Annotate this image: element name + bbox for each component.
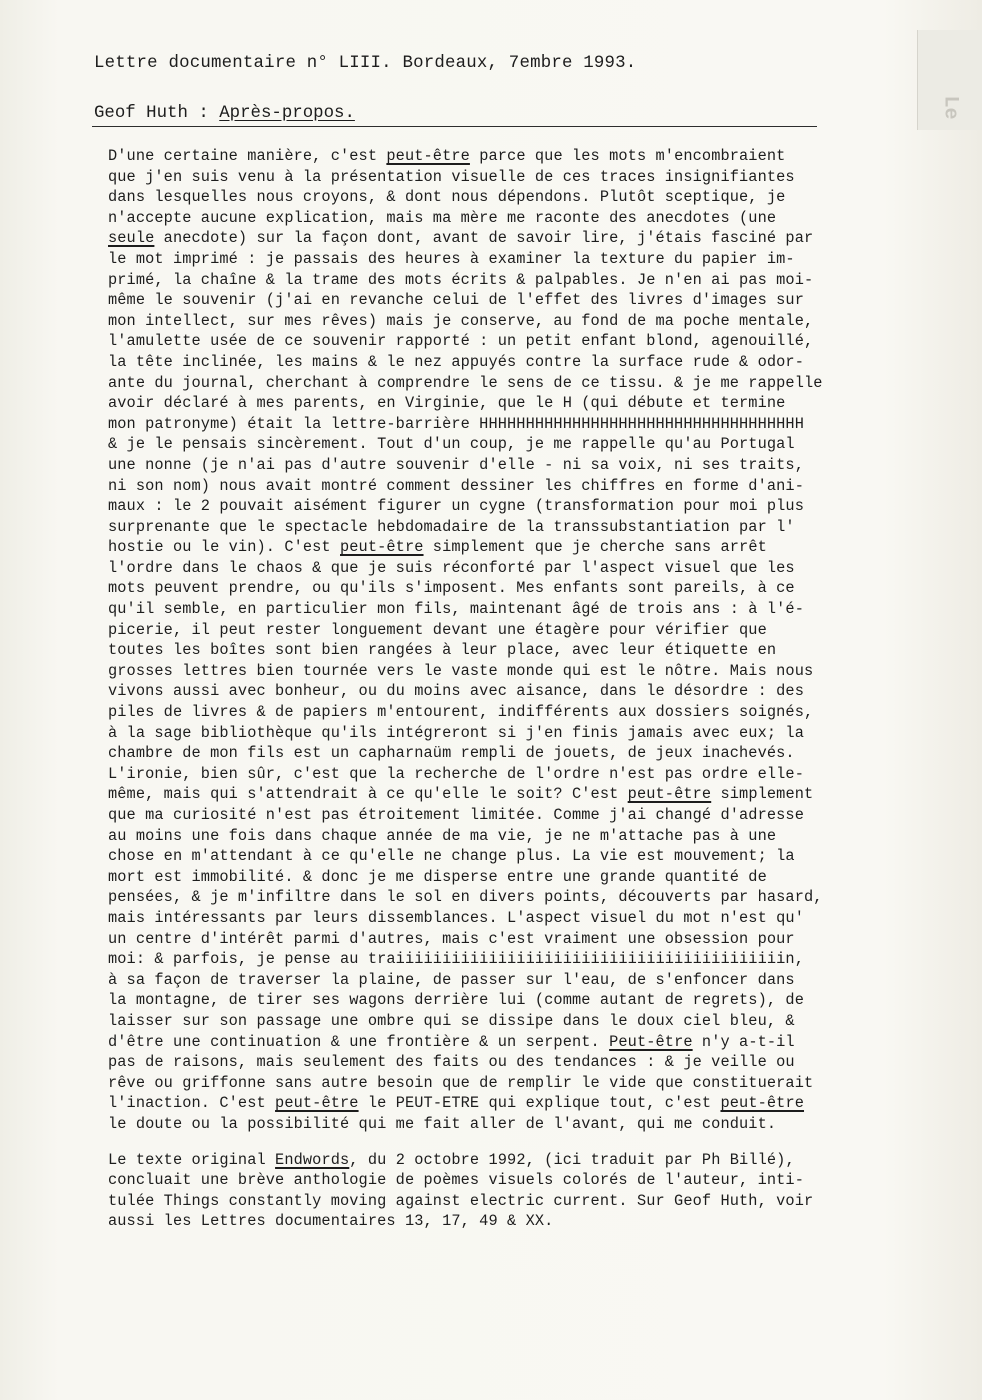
text-run: laisser sur son passage une ombre qui se dissipe dans le doux ciel bleu, & [108,1011,795,1030]
text-line [108,290,908,311]
text-line [108,1093,908,1114]
text-run: un centre d'intérêt parmi d'autres, mais c'est vraiment une obsession pour [108,929,795,948]
text-line [108,846,908,867]
text-run: la tête inclinée, les mains & le nez appuyés contre la surface rude & odor- [108,352,804,371]
underlined-text: peut-être [275,1094,359,1113]
text-run: mon patronyme) était la lettre-barrière HHHHHHHHHHHHHHHHHHHHHHHHHHHHHHHHHHH [108,414,804,433]
text-line [108,599,908,620]
text-line [108,681,908,702]
text-line [108,352,908,373]
text-run: chambre de mon fils est un capharnaüm rempli de jouets, de jeux inachevés. [108,744,795,763]
paragraph [108,146,908,1135]
text-run: ante du journal, cherchant à comprendre le sens de ce tissu. & je me rappelle [108,373,823,392]
byline [94,104,355,123]
article-title: Après-propos. [219,104,355,123]
underlined-text: peut-être [627,785,712,804]
text-line [108,1114,908,1135]
text-run: pensées, & je m'infiltre dans le sol en divers points, découverts par hasard, [108,888,823,907]
text-run: tulée Things constantly moving against electric current. Sur Geof Huth, voir [108,1191,814,1210]
text-line [108,1073,908,1094]
text-line [108,764,908,785]
text-run: primé, la chaîne & la trame des mots écrits & palpables. Je n'en ai pas moi- [108,270,814,289]
text-run: surprenante que le spectacle hebdomadaire de la transsubstantiation par l' [108,517,795,536]
text-run: parce que les mots m'encombraient [469,147,786,165]
tab-label: Le [938,95,962,120]
text-line [108,1032,908,1053]
text-run: toutes les boîtes sont bien rangées à leur place, avec leur étiquette en [108,641,777,660]
text-line [108,640,908,661]
text-run: mots peuvent prendre, ou qu'ils s'imposent. Mes enfants sont pareils, à ce [108,579,795,598]
text-line [108,578,908,599]
text-line [108,496,908,517]
text-line [108,517,908,538]
text-line [108,1191,908,1212]
text-run: ni son nom) nous avait montré comment dessiner les chiffres en forme d'ani- [108,476,804,495]
text-line [108,723,908,744]
text-line [108,476,908,497]
text-line [108,249,908,270]
paragraph-gap [108,1135,908,1150]
text-line [108,805,908,826]
text-run: qu'il semble, en particulier mon fils, maintenant âgé de trois ans : à l'é- [108,600,804,619]
text-run: à la sage bibliothèque qu'ils intégreront si j'en finis jamais avec eux; la [108,723,804,742]
text-run: l'ordre dans le chaos & que je suis réconforté par l'aspect visuel que les [108,558,795,577]
text-line [108,908,908,929]
text-run: concluait une brève anthologie de poèmes visuels colorés de l'auteur, inti- [108,1171,804,1190]
text-run: dans lesquelles nous croyons, & dont nous dépendons. Plutôt sceptique, je [108,188,786,207]
text-line [108,661,908,682]
text-run: piles de livres & de papiers m'entourent, indifférents aux dossiers soignés, [108,703,814,722]
text-run: & je le pensais sincèrement. Tout d'un coup, je me rappelle qu'au Portugal [108,435,795,454]
text-line [108,970,908,991]
text-run: anecdote) sur la façon dont, avant de savoir lire, j'étais fasciné par [154,229,814,248]
underlined-text: seule [108,229,155,248]
underlined-text: peut-être [720,1094,805,1113]
text-line [108,743,908,764]
text-line [108,208,908,229]
text-run: d'être une continuation & une frontière & un serpent. [108,1032,610,1051]
text-run: que ma curiosité n'est pas étroitement limitée. Comme j'ai changé d'adresse [108,806,804,824]
text-line [108,373,908,394]
text-run: à sa façon de traverser la plaine, de passer sur l'eau, de s'enfoncer dans [108,970,795,989]
text-run: même, mais qui s'attendrait à ce qu'elle le soit? C'est [108,785,628,804]
underlined-text: peut-être [340,538,424,557]
text-run: une nonne (je n'ai pas d'autre souvenir d'elle - ni sa voix, ni ses traits, [108,455,804,474]
text-run: simplement [711,785,814,804]
text-line [108,620,908,641]
underlined-text: Endwords [275,1150,350,1169]
text-run: picerie, il peut rester longuement devant une étagère pour vérifier que [108,620,767,639]
text-line [108,1170,908,1191]
text-run: L'ironie, bien sûr, c'est que la recherche de l'ordre n'est pas ordre elle- [108,764,804,783]
text-line [108,414,908,435]
text-line [108,949,908,970]
text-run: l'inaction. C'est [108,1094,276,1113]
text-run: Le texte original [108,1150,276,1169]
text-run: mort est immobilité. & donc je me disperse entre une grande quantité de [108,867,767,886]
text-line [108,228,908,249]
text-run: hostie ou le vin). C'est [108,538,340,557]
text-run: chose en m'attendant à ce qu'elle ne change plus. La vie est mouvement; la [108,847,795,866]
text-line [108,393,908,414]
text-run: moi: & parfois, je pense au traiiiiiiiiiiiiiiiiiiiiiiiiiiiiiiiiiiiiiiiiiin, [108,950,804,969]
text-line [108,1211,908,1232]
text-run: même le souvenir (j'ai en revanche celui de l'effet des livres d'images sur [108,291,804,310]
text-line [108,331,908,352]
text-run: vivons aussi avec bonheur, ou du moins avec aisance, dans le désordre : des [108,682,804,701]
text-run: l'amulette usée de ce souvenir rapporté : un petit enfant blond, agenouillé, [108,332,814,351]
text-run: la montagne, de tirer ses wagons derrière lui (comme autant de regrets), de [108,991,804,1010]
text-line [108,887,908,908]
text-run: le mot imprimé : je passais des heures à examiner la texture du papier im- [108,249,795,268]
text-line [108,311,908,332]
text-run: , du 2 octobre 1992, (ici traduit par Ph Billé), [349,1150,795,1169]
text-line [108,558,908,579]
text-run: D'une certaine manière, c'est [108,147,387,165]
underlined-text: peut-être [386,147,470,165]
text-run: aussi les Lettres documentaires 13, 17, 49 & XX. [108,1212,554,1231]
text-run: grosses lettres bien tournée vers le vaste monde qui est le nôtre. Mais nous [108,661,814,680]
text-line [108,784,908,805]
text-run: le doute ou la possibilité qui me fait aller de l'avant, qui me conduit. [108,1114,777,1133]
text-line [108,702,908,723]
text-line [108,434,908,455]
text-run: n'y a-t-il [692,1032,795,1051]
text-line [108,146,908,167]
text-run: mais intéressants par leurs dissemblances. L'aspect visuel du mot n'est qu' [108,908,804,927]
text-line [108,1011,908,1032]
text-run: au moins une fois dans chaque année de ma vie, je ne m'attache pas à une [108,826,777,845]
author-name: Geof Huth : [94,104,220,123]
text-run: avoir déclaré à mes parents, en Virginie, que le H (qui débute et termine [108,394,786,413]
text-run: pas de raisons, mais seulement des faits ou des tendances : & je veille ou [108,1053,795,1072]
text-line [108,167,908,188]
letter-body [108,146,908,1232]
text-line [108,990,908,1011]
text-line [108,187,908,208]
letter-title: Lettre documentaire n° LIII. Bordeaux, 7embre 1993. [94,54,637,73]
text-line [108,826,908,847]
text-line [108,867,908,888]
folder-tab [917,30,982,130]
text-line [108,1150,908,1171]
text-line [108,270,908,291]
underlined-text: Peut-être [609,1032,693,1051]
text-run: maux : le 2 pouvait aisément figurer un cygne (transformation pour moi plus [108,497,804,516]
text-run: n'accepte aucune explication, mais ma mère me raconte des anecdotes (une [108,208,777,227]
text-line [108,537,908,558]
text-run: rêve ou griffonne sans autre besoin que de remplir le vide que constituerait [108,1073,814,1092]
text-run: simplement que je cherche sans arrêt [423,538,767,557]
text-line [108,929,908,950]
text-run: le PEUT-ETRE qui explique tout, c'est [358,1094,721,1113]
paragraph [108,1150,908,1232]
text-line [108,1052,908,1073]
text-line [108,455,908,476]
header-rule [92,126,817,127]
text-run: que j'en suis venu à la présentation visuelle de ces traces insignifiantes [108,167,795,186]
text-run: mon intellect, sur mes rêves) mais je conserve, au fond de ma poche mentale, [108,311,814,330]
